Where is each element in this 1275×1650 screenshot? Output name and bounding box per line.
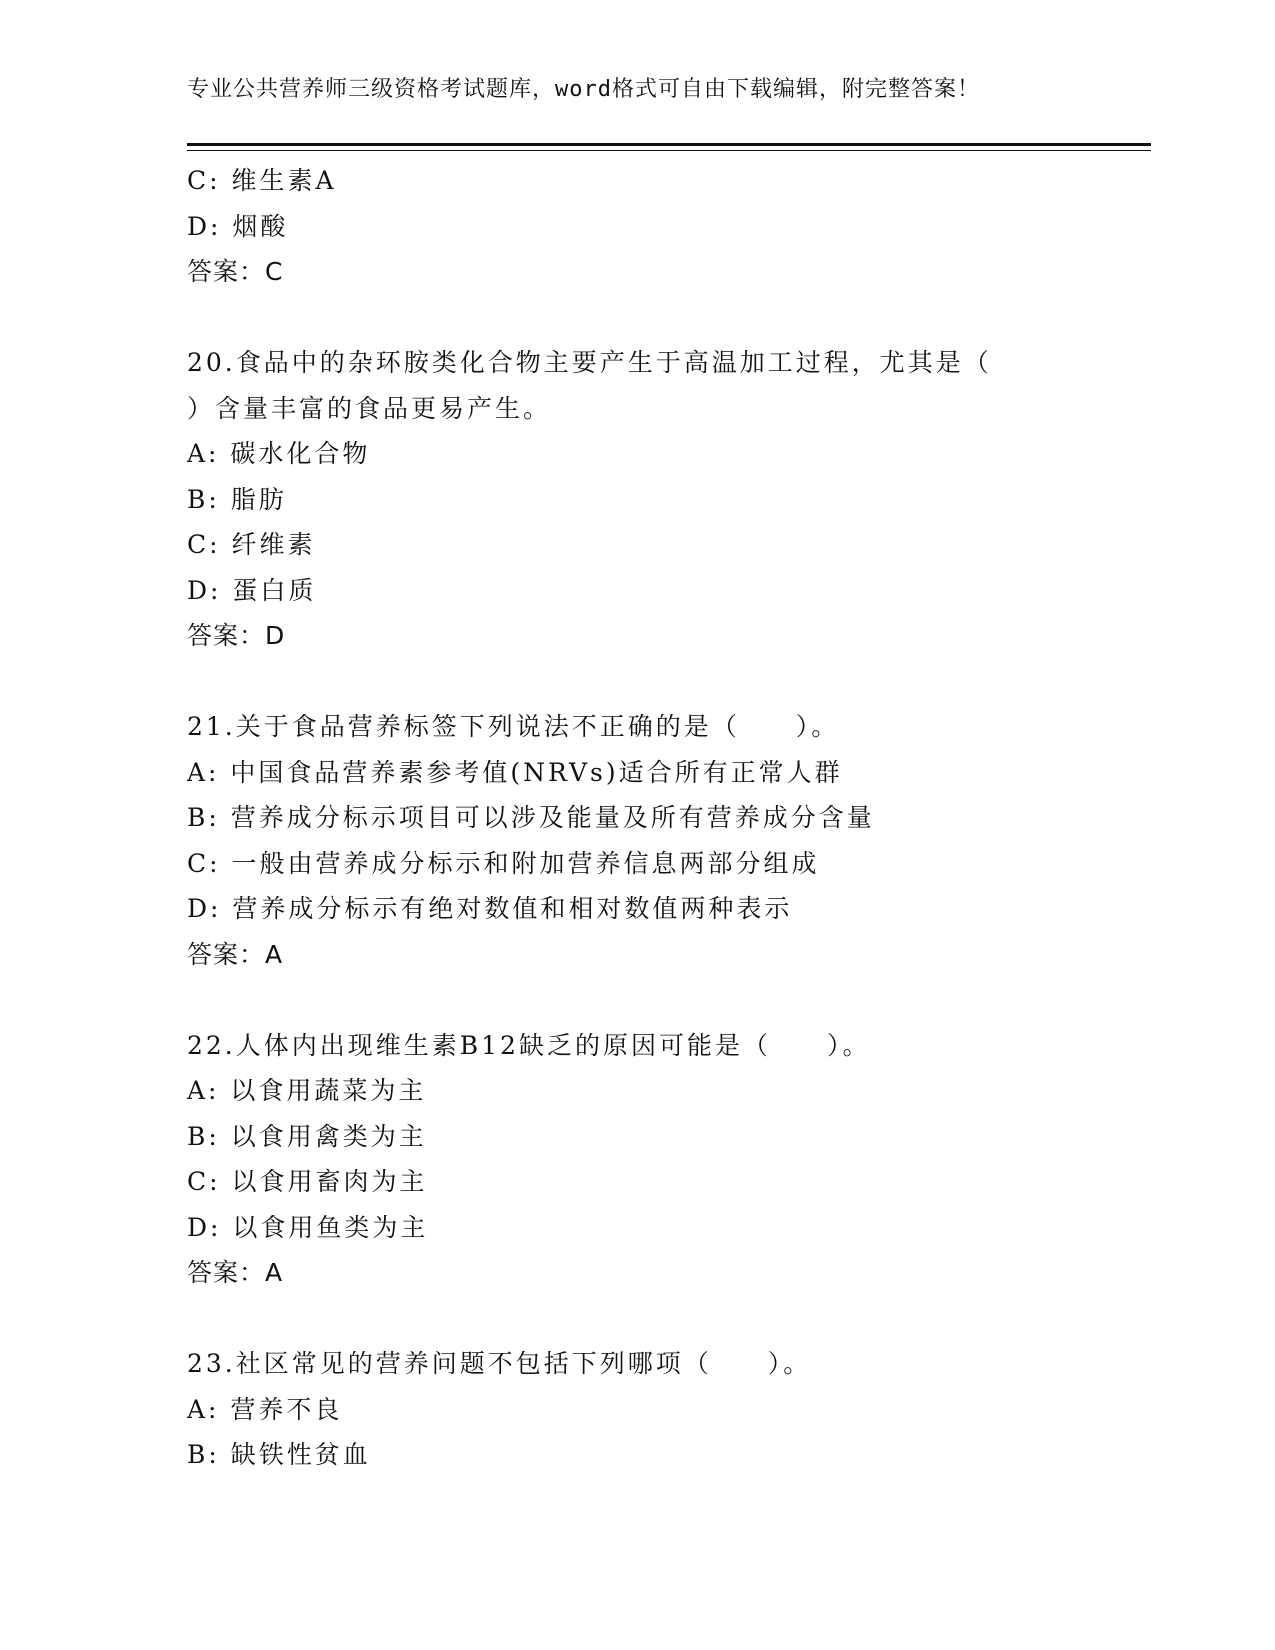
- answer-line: 答案：A: [187, 939, 284, 969]
- option-c: C: 纤维素: [187, 530, 316, 559]
- option-b: B: 以食用禽类为主: [187, 1121, 427, 1151]
- question-stem-continued: ）含量丰富的食品更易产生。: [187, 393, 552, 423]
- answer-line: 答案：D: [187, 621, 286, 650]
- option-a: A: 中国食品营养素参考值(NRVs)适合所有正常人群: [187, 757, 843, 787]
- option-b: B: 缺铁性贫血: [187, 1440, 371, 1469]
- answer-line: 答案：C: [187, 257, 284, 286]
- question-stem: 23.社区常见的营养问题不包括下列哪项（ ）。: [187, 1349, 812, 1378]
- spacer: [187, 977, 1147, 1023]
- page-header: 专业公共营养师三级资格考试题库，word格式可自由下载编辑，附完整答案！: [187, 77, 980, 102]
- header-rule-thin: [187, 150, 1151, 151]
- spacer: [187, 295, 1147, 341]
- header-rule-thick: [187, 143, 1151, 146]
- answer-line: 答案：A: [187, 1258, 284, 1287]
- spacer: [187, 659, 1147, 705]
- option-d: D: 烟酸: [187, 211, 289, 241]
- option-d: D: 营养成分标示有绝对数值和相对数值两种表示: [187, 894, 793, 923]
- option-d: D: 蛋白质: [187, 575, 317, 605]
- option-c: C: 一般由营养成分标示和附加营养信息两部分组成: [187, 848, 820, 878]
- question-stem: 21.关于食品营养标签下列说法不正确的是（ ）。: [187, 712, 840, 741]
- option-d: D: 以食用鱼类为主: [187, 1212, 429, 1242]
- option-b: B: 脂肪: [187, 484, 287, 514]
- option-a: A: 营养不良: [187, 1394, 343, 1424]
- option-c: C: 维生素A: [187, 166, 337, 195]
- question-stem: 22.人体内出现维生素B12缺乏的原因可能是（ ）。: [187, 1030, 871, 1060]
- option-c: C: 以食用畜肉为主: [187, 1167, 428, 1196]
- spacer: [187, 1296, 1147, 1342]
- option-a: A: 碳水化合物: [187, 439, 371, 468]
- question-list: [187, 158, 1147, 1478]
- question-stem: 20.食品中的杂环胺类化合物主要产生于高温加工过程，尤其是（: [187, 348, 992, 377]
- option-b: B: 营养成分标示项目可以涉及能量及所有营养成分含量: [187, 803, 875, 832]
- option-a: A: 以食用蔬菜为主: [187, 1076, 427, 1105]
